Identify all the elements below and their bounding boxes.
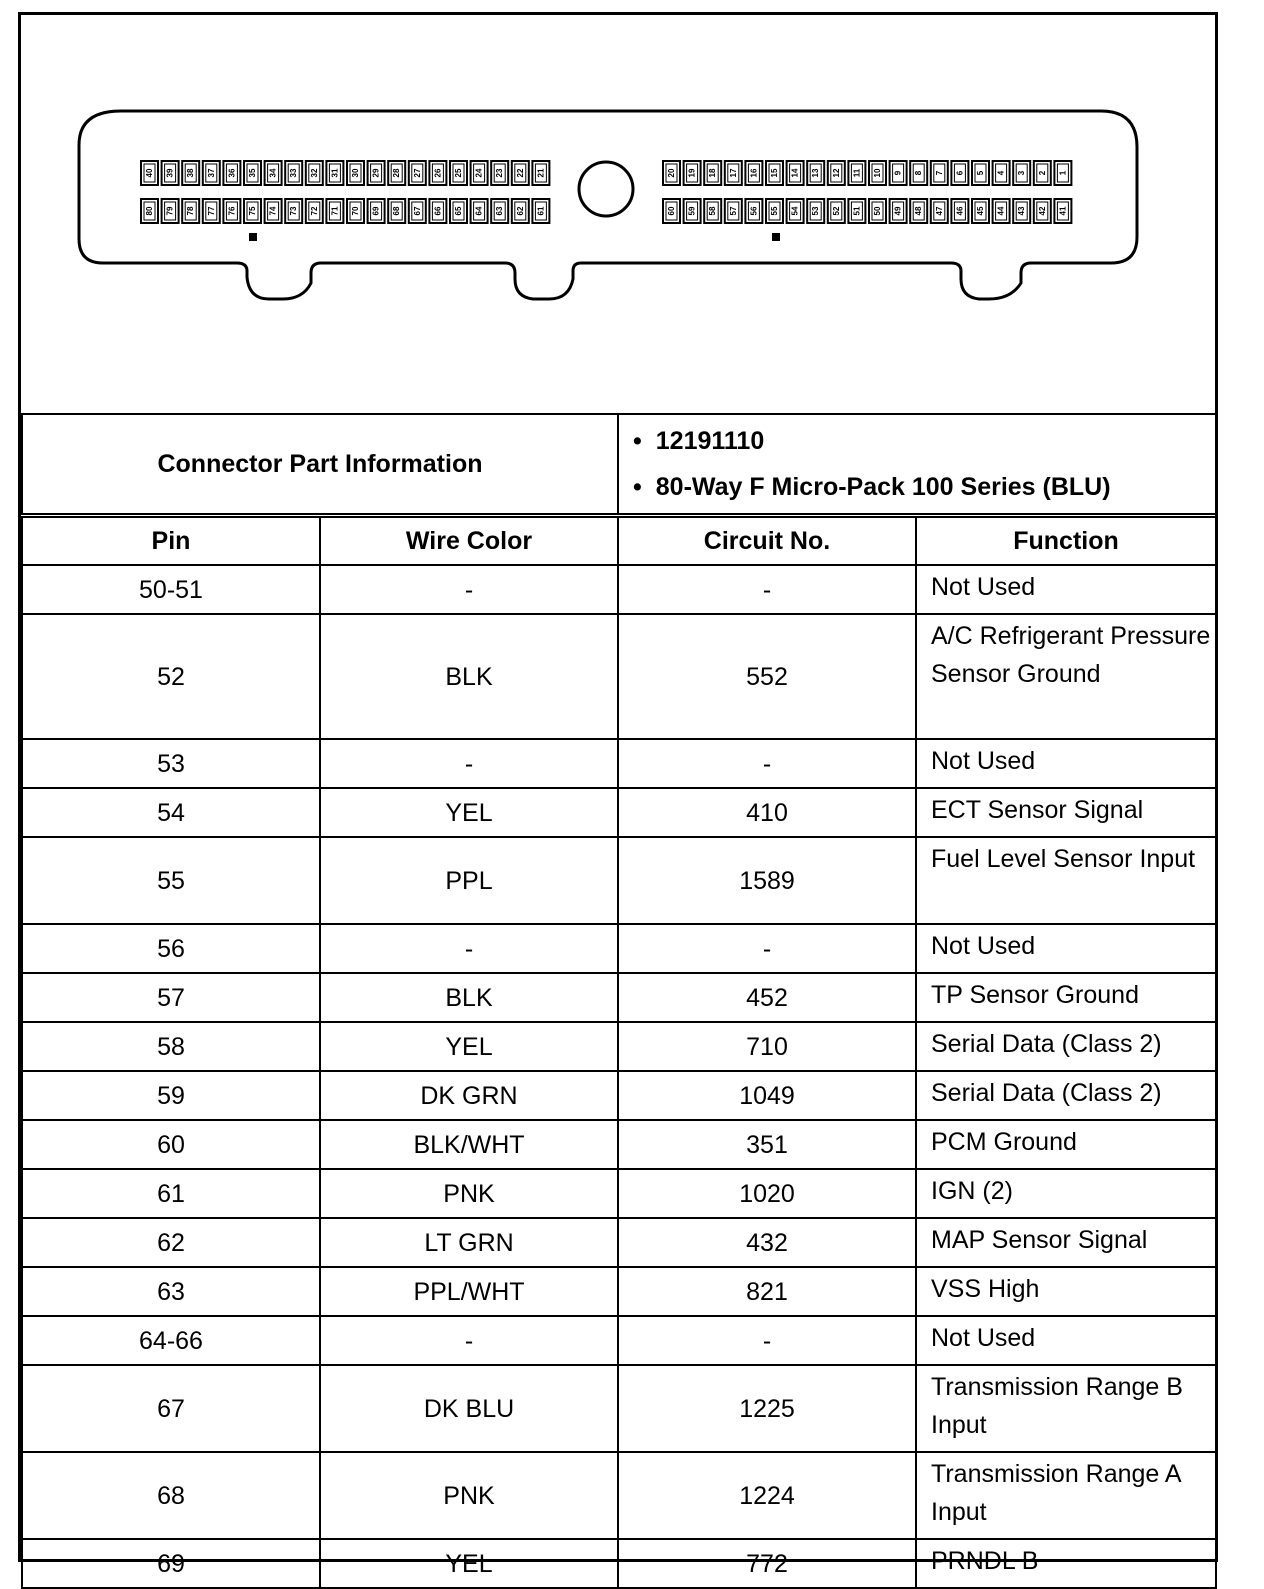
circuit-cell: 552 bbox=[618, 614, 916, 739]
pin-cell: 52 bbox=[22, 614, 320, 739]
pin-number-label: 1 bbox=[1058, 170, 1068, 176]
pin-number-label: 75 bbox=[248, 206, 257, 216]
circuit-cell: - bbox=[618, 1316, 916, 1365]
circuit-cell: 772 bbox=[618, 1539, 916, 1588]
pin-number-label: 10 bbox=[873, 168, 882, 178]
pin-cell: 55 bbox=[22, 837, 320, 924]
wire-color-cell: YEL bbox=[320, 1022, 618, 1071]
circuit-cell: 351 bbox=[618, 1120, 916, 1169]
pin-number-label: 74 bbox=[268, 206, 278, 216]
col-header-wire-color: Wire Color bbox=[320, 517, 618, 565]
pin-number-label: 3 bbox=[1017, 170, 1027, 176]
pin-number-label: 27 bbox=[412, 168, 422, 178]
pin-table bbox=[21, 516, 1217, 1589]
alignment-mark-right bbox=[772, 233, 780, 241]
wire-color-cell: LT GRN bbox=[320, 1218, 618, 1267]
pin-number-label: 2 bbox=[1037, 170, 1047, 176]
keying-circle bbox=[579, 162, 633, 216]
pin-cell: 50-51 bbox=[22, 565, 320, 614]
pin-number-label: 8 bbox=[914, 170, 924, 176]
pin-number-label: 47 bbox=[934, 206, 944, 216]
circuit-cell: 1224 bbox=[618, 1452, 916, 1539]
pin-number-label: 31 bbox=[330, 168, 340, 178]
function-cell: Not Used bbox=[916, 565, 1216, 614]
wire-color-cell: PNK bbox=[320, 1452, 618, 1539]
pin-cell: 56 bbox=[22, 924, 320, 973]
table-row bbox=[22, 1071, 1216, 1120]
table-row bbox=[22, 1267, 1216, 1316]
pin-number-label: 79 bbox=[165, 206, 175, 216]
pin-number-label: 62 bbox=[515, 206, 525, 216]
pin-number-label: 42 bbox=[1037, 206, 1047, 216]
pin-number-label: 52 bbox=[831, 206, 841, 216]
table-row bbox=[22, 837, 1216, 924]
pin-number-label: 7 bbox=[934, 170, 944, 176]
wire-color-cell: - bbox=[320, 739, 618, 788]
pin-number-label: 56 bbox=[749, 206, 759, 216]
function-cell: ECT Sensor Signal bbox=[916, 788, 1216, 837]
connector-face-drawing bbox=[21, 15, 1215, 413]
pin-cell: 67 bbox=[22, 1365, 320, 1452]
pin-number-label: 33 bbox=[289, 168, 299, 178]
wire-color-cell: PPL/WHT bbox=[320, 1267, 618, 1316]
pin-number-label: 17 bbox=[728, 168, 738, 178]
pin-number-label: 80 bbox=[145, 206, 154, 216]
alignment-mark-left bbox=[249, 233, 257, 241]
pin-number-label: 36 bbox=[227, 168, 237, 178]
pin-cell: 58 bbox=[22, 1022, 320, 1071]
table-row bbox=[22, 739, 1216, 788]
pin-number-label: 58 bbox=[708, 206, 718, 216]
pin-number-label: 39 bbox=[165, 168, 175, 178]
pin-number-label: 59 bbox=[687, 206, 697, 216]
pin-number-label: 30 bbox=[351, 168, 360, 178]
wire-color-cell: BLK bbox=[320, 973, 618, 1022]
pin-number-label: 43 bbox=[1017, 206, 1027, 216]
pin-number-label: 50 bbox=[873, 206, 882, 216]
function-cell: Serial Data (Class 2) bbox=[916, 1022, 1216, 1071]
pin-number-label: 48 bbox=[914, 206, 924, 216]
pin-number-label: 63 bbox=[495, 206, 505, 216]
pin-number-label: 57 bbox=[728, 206, 738, 216]
function-cell: PRNDL B bbox=[916, 1539, 1216, 1588]
pin-cell: 54 bbox=[22, 788, 320, 837]
table-row bbox=[22, 1316, 1216, 1365]
pin-cell: 69 bbox=[22, 1539, 320, 1588]
function-cell: Not Used bbox=[916, 924, 1216, 973]
function-cell: Transmission Range B Input bbox=[916, 1365, 1216, 1452]
table-row bbox=[22, 1218, 1216, 1267]
pin-number-label: 40 bbox=[145, 168, 154, 178]
circuit-cell: 410 bbox=[618, 788, 916, 837]
pin-number-label: 28 bbox=[392, 168, 402, 178]
pin-cell: 59 bbox=[22, 1071, 320, 1120]
pin-number-label: 22 bbox=[515, 168, 525, 178]
pin-number-label: 70 bbox=[351, 206, 360, 216]
col-header-pin: Pin bbox=[22, 517, 320, 565]
function-cell: Not Used bbox=[916, 739, 1216, 788]
pin-number-label: 69 bbox=[371, 206, 381, 216]
pin-number-label: 53 bbox=[811, 206, 821, 216]
circuit-cell: 1225 bbox=[618, 1365, 916, 1452]
pin-number-label: 64 bbox=[474, 206, 484, 216]
pin-number-label: 29 bbox=[371, 168, 381, 178]
pin-cell: 61 bbox=[22, 1169, 320, 1218]
pin-number-label: 78 bbox=[186, 206, 196, 216]
pin-number-label: 77 bbox=[206, 206, 216, 216]
pin-number-label: 14 bbox=[790, 168, 800, 178]
function-cell: TP Sensor Ground bbox=[916, 973, 1216, 1022]
pin-number-label: 46 bbox=[955, 206, 965, 216]
pin-number-label: 25 bbox=[454, 168, 463, 178]
circuit-cell: - bbox=[618, 565, 916, 614]
pin-number-label: 38 bbox=[186, 168, 196, 178]
pin-number-label: 72 bbox=[309, 206, 319, 216]
table-row bbox=[22, 1022, 1216, 1071]
pin-number-label: 13 bbox=[811, 168, 821, 178]
pin-cell: 60 bbox=[22, 1120, 320, 1169]
pin-cell: 64-66 bbox=[22, 1316, 320, 1365]
pin-number-label: 37 bbox=[206, 168, 216, 178]
pin-table-header bbox=[22, 517, 1216, 565]
pin-number-label: 21 bbox=[536, 168, 546, 178]
pin-cell: 53 bbox=[22, 739, 320, 788]
part-info-label: Connector Part Information bbox=[22, 414, 618, 514]
part-number: • 12191110 bbox=[633, 418, 1215, 464]
wire-color-cell: PPL bbox=[320, 837, 618, 924]
function-cell: Not Used bbox=[916, 1316, 1216, 1365]
connector-sheet bbox=[18, 12, 1218, 1578]
col-header-circuit: Circuit No. bbox=[618, 517, 916, 565]
circuit-cell: - bbox=[618, 739, 916, 788]
pin-number-label: 65 bbox=[454, 206, 463, 216]
pin-number-label: 26 bbox=[433, 168, 443, 178]
function-cell: Transmission Range A Input bbox=[916, 1452, 1216, 1539]
circuit-cell: 1020 bbox=[618, 1169, 916, 1218]
pin-number-label: 51 bbox=[852, 206, 862, 216]
pin-number-label: 61 bbox=[536, 206, 546, 216]
part-description: • 80-Way F Micro-Pack 100 Series (BLU) bbox=[633, 464, 1215, 510]
part-info-list bbox=[618, 414, 1216, 514]
table-row bbox=[22, 788, 1216, 837]
pin-number-label: 24 bbox=[474, 168, 484, 178]
pin-number-label: 55 bbox=[770, 206, 779, 216]
pin-number-label: 41 bbox=[1058, 206, 1068, 216]
pin-number-label: 60 bbox=[667, 206, 676, 216]
function-cell: IGN (2) bbox=[916, 1169, 1216, 1218]
wire-color-cell: - bbox=[320, 565, 618, 614]
pin-number-label: 49 bbox=[893, 206, 903, 216]
col-header-function: Function bbox=[916, 517, 1216, 565]
pin-number-label: 5 bbox=[976, 170, 985, 176]
wire-color-cell: DK GRN bbox=[320, 1071, 618, 1120]
wire-color-cell: PNK bbox=[320, 1169, 618, 1218]
table-row bbox=[22, 1169, 1216, 1218]
pin-number-label: 15 bbox=[770, 168, 779, 178]
pin-number-label: 71 bbox=[330, 206, 340, 216]
pin-cell: 63 bbox=[22, 1267, 320, 1316]
pin-number-label: 68 bbox=[392, 206, 402, 216]
circuit-cell: 1589 bbox=[618, 837, 916, 924]
wire-color-cell: DK BLU bbox=[320, 1365, 618, 1452]
table-row bbox=[22, 1539, 1216, 1588]
wire-color-cell: BLK bbox=[320, 614, 618, 739]
pin-number-label: 67 bbox=[412, 206, 422, 216]
pin-number-label: 35 bbox=[248, 168, 257, 178]
pin-cell: 68 bbox=[22, 1452, 320, 1539]
wire-color-cell: BLK/WHT bbox=[320, 1120, 618, 1169]
table-row bbox=[22, 614, 1216, 739]
pin-number-label: 66 bbox=[433, 206, 443, 216]
circuit-cell: 452 bbox=[618, 973, 916, 1022]
pin-number-label: 20 bbox=[667, 168, 676, 178]
function-cell: Fuel Level Sensor Input bbox=[916, 837, 1216, 924]
pin-number-label: 11 bbox=[852, 168, 862, 178]
circuit-cell: 432 bbox=[618, 1218, 916, 1267]
wire-color-cell: - bbox=[320, 1316, 618, 1365]
pin-number-label: 54 bbox=[790, 206, 800, 216]
table-row bbox=[22, 1452, 1216, 1539]
wire-color-cell: - bbox=[320, 924, 618, 973]
pin-cell: 57 bbox=[22, 973, 320, 1022]
wire-color-cell: YEL bbox=[320, 1539, 618, 1588]
function-cell: VSS High bbox=[916, 1267, 1216, 1316]
pin-number-label: 9 bbox=[893, 170, 903, 176]
function-cell: PCM Ground bbox=[916, 1120, 1216, 1169]
pin-number-label: 16 bbox=[749, 168, 759, 178]
function-cell: A/C Refrigerant Pressure Sensor Ground bbox=[916, 614, 1216, 739]
table-row bbox=[22, 1120, 1216, 1169]
table-row bbox=[22, 565, 1216, 614]
connector-diagram bbox=[21, 15, 1215, 413]
pin-number-label: 32 bbox=[309, 168, 319, 178]
wire-color-cell: YEL bbox=[320, 788, 618, 837]
pin-number-label: 4 bbox=[996, 170, 1006, 176]
circuit-cell: 821 bbox=[618, 1267, 916, 1316]
pin-number-label: 44 bbox=[996, 206, 1006, 216]
pin-number-label: 19 bbox=[687, 168, 697, 178]
function-cell: MAP Sensor Signal bbox=[916, 1218, 1216, 1267]
pin-number-label: 18 bbox=[708, 168, 718, 178]
pin-cell: 62 bbox=[22, 1218, 320, 1267]
connector-part-info bbox=[21, 413, 1217, 515]
table-row bbox=[22, 973, 1216, 1022]
pin-number-label: 23 bbox=[495, 168, 505, 178]
circuit-cell: 1049 bbox=[618, 1071, 916, 1120]
pin-number-label: 34 bbox=[268, 168, 278, 178]
function-cell: Serial Data (Class 2) bbox=[916, 1071, 1216, 1120]
circuit-cell: 710 bbox=[618, 1022, 916, 1071]
pin-number-label: 6 bbox=[955, 170, 965, 176]
pin-number-label: 12 bbox=[831, 168, 841, 178]
table-row bbox=[22, 1365, 1216, 1452]
pin-number-label: 45 bbox=[976, 206, 985, 216]
table-row bbox=[22, 924, 1216, 973]
circuit-cell: - bbox=[618, 924, 916, 973]
pin-number-label: 76 bbox=[227, 206, 237, 216]
pin-number-label: 73 bbox=[289, 206, 299, 216]
